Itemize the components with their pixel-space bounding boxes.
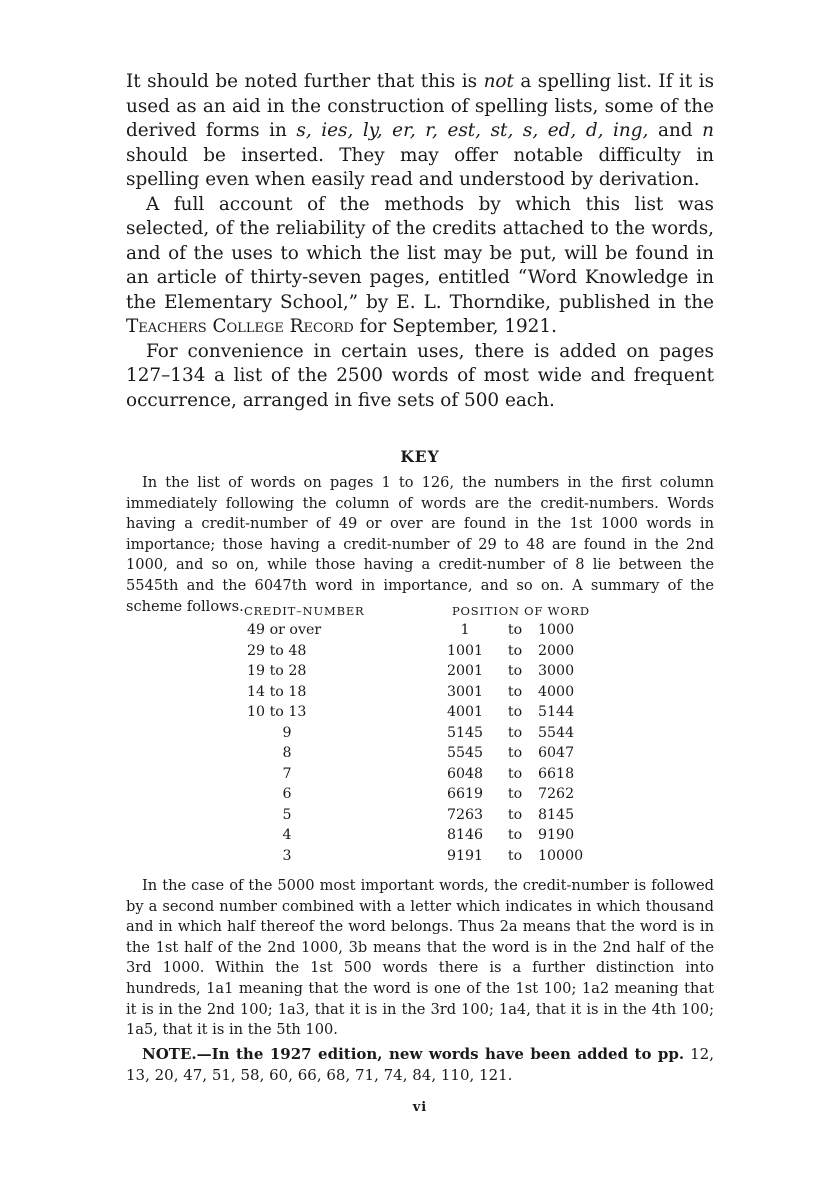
position-end: 9190 (538, 827, 575, 843)
position-from: 8146 (446, 827, 484, 843)
position-from: 1 (460, 622, 470, 638)
credit-number: 6 (282, 786, 292, 802)
table-row (232, 663, 632, 684)
intro-p1-not: not (483, 71, 514, 92)
credit-number: 14 to 18 (247, 683, 307, 700)
position-to: to (507, 745, 523, 761)
table-row (232, 786, 632, 807)
credit-number: 3 (282, 847, 292, 864)
position-to: to (507, 827, 523, 843)
position-end: 5144 (538, 704, 575, 720)
explanation-paragraph: In the case of the 5000 most important words, the credit-number is followed by a second number combined with a letter which indicates in which thousand and in which half thereof the word belongs. Thus 2a means that the word is in the 1st half of the 2nd 1000, 3b means that the word is in the 2nd half of the 3rd 1000. Within the 1st 500 words there is a further distinction into hundreds, 1a1 meaning that the word is one of the 1st 100; 1a2 meaning that it is in the 2nd 100; 1a3, that it is in the 3rd 100; 1a4, that it is in the 4th 100; 1a5, that it is in the 5th 100. (126, 877, 714, 1039)
table-row (232, 745, 632, 766)
intro-p2-a: A full account of the methods by which this list was selected, of the reliability of the credits attached to the words, and of the uses to which the list may be put, will be found in an article of thirty-seven pages, entitled “Word Knowledge in the Elementary School,” by E. L. Thorndike, published in the (126, 193, 714, 313)
position-to: to (507, 642, 523, 659)
intro-paragraph-1 (126, 70, 714, 193)
column-header-credit: CREDIT–NUMBER (244, 604, 365, 618)
position-to: to (507, 683, 523, 700)
position-end: 2000 (538, 642, 575, 659)
intro-paragraph-2 (126, 193, 714, 340)
position-end: 4000 (538, 683, 575, 700)
position-to: to (507, 704, 523, 720)
position-end: 7262 (538, 786, 575, 802)
explanation-text (126, 876, 714, 1041)
position-to: to (507, 622, 523, 638)
position-end: 6047 (538, 745, 575, 761)
position-to: to (507, 806, 523, 823)
position-from: 2001 (446, 663, 484, 679)
table-row (232, 684, 632, 705)
position-end: 10000 (538, 847, 584, 864)
intro-p2-b: for September, 1921. (353, 316, 557, 337)
position-to: to (507, 786, 523, 802)
table-row (232, 704, 632, 725)
intro-p2-journal: Teachers College Record (126, 316, 354, 337)
key-paragraph: In the list of words on pages 1 to 126, the numbers in the first column immediately following the column of words are the credit-numbers. Words having a credit-number of 49 or over are found in the 1st 1000 words in importance; those having a credit-number of 29 to 48 are found in the 2nd 1000, and so on, while those having a credit-number of 8 lie between the 5545th and the 6047th word in importance, and so on. A summary of the scheme follows. (126, 474, 714, 615)
intro-paragraph-3: For convenience in certain uses, there is added on pages 127–134 a list of the 2500 words of most wide and frequent occurrence, arranged in five sets of 500 each. (126, 340, 714, 411)
position-to: to (507, 663, 523, 679)
position-from: 4001 (446, 704, 484, 720)
credit-number: 7 (282, 765, 292, 782)
page-number: vi (412, 1100, 428, 1115)
position-from: 6048 (446, 765, 484, 782)
position-end: 5544 (538, 724, 575, 741)
table-row (232, 643, 632, 664)
credit-number: 9 (282, 724, 292, 741)
table-row (232, 807, 632, 828)
intro-p1-n: n (702, 120, 715, 141)
edition-note (126, 1044, 714, 1086)
position-end: 1000 (538, 622, 575, 638)
intro-p1-d: should be inserted. They may offer notable difficulty in spelling even when easily read and understood by derivation. (126, 144, 714, 190)
position-end: 6618 (538, 765, 575, 782)
credit-number: 19 to 28 (247, 663, 307, 679)
table-row (232, 725, 632, 746)
key-title: KEY (400, 447, 440, 466)
table-row (232, 848, 632, 869)
position-from: 9191 (446, 847, 484, 864)
credit-number: 8 (282, 745, 292, 761)
credit-number: 4 (282, 827, 292, 843)
position-from: 5545 (446, 745, 484, 761)
position-from: 6619 (446, 786, 484, 802)
table-header (232, 602, 632, 622)
table-rows (232, 622, 632, 868)
position-to: to (507, 765, 523, 782)
position-end: 8145 (538, 806, 575, 823)
position-from: 3001 (446, 683, 484, 700)
column-header-position: POSITION OF WORD (452, 604, 590, 618)
position-to: to (507, 724, 523, 741)
table-row (232, 766, 632, 787)
credit-number: 5 (282, 806, 292, 823)
intro-p1-c: and (648, 120, 703, 141)
intro-p1-forms: s, ies, ly, er, r, est, st, s, ed, d, ing, (296, 120, 649, 141)
credit-number: 29 to 48 (247, 642, 307, 659)
position-from: 7263 (446, 806, 484, 823)
intro-p1-b: a spelling list. If it is used as an aid in the construction of spelling lists, some of the derived forms in (126, 71, 715, 141)
position-from: 5145 (446, 724, 484, 741)
position-end: 3000 (538, 663, 575, 679)
position-from: 1001 (446, 642, 484, 659)
position-to: to (507, 847, 523, 864)
intro-text (126, 70, 714, 413)
intro-p1-a: It should be noted further that this is (126, 71, 484, 92)
note-paragraph (126, 1044, 714, 1086)
note-pages: 12, 13, 20, 47, 51, 58, 60, 66, 68, 71, 74, 84, 110, 121. (126, 1045, 714, 1084)
credit-table (232, 602, 632, 864)
credit-number: 49 or over (247, 622, 322, 638)
table-row (232, 827, 632, 848)
table-row (232, 622, 632, 643)
key-text (126, 473, 714, 617)
credit-number: 10 to 13 (247, 704, 307, 720)
note-heading: NOTE.—In the 1927 edition, new words have been added to pp. (142, 1045, 685, 1063)
